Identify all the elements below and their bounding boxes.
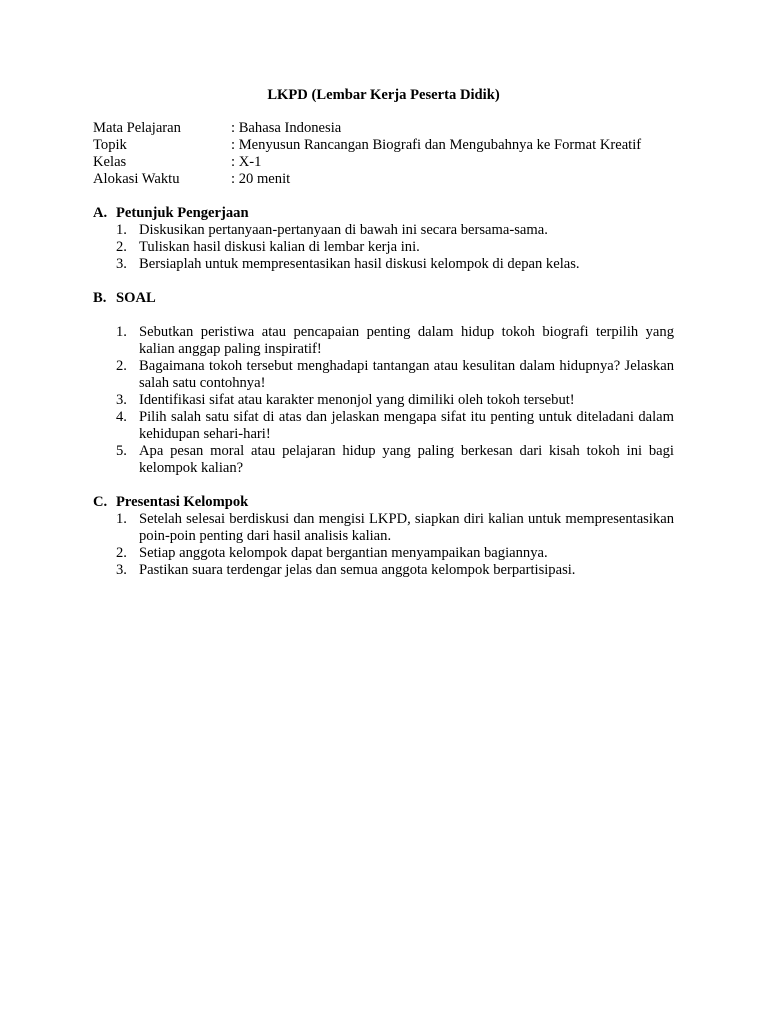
info-block: [93, 120, 674, 188]
list-item: [93, 562, 674, 579]
item-text: Setiap anggota kelompok dapat bergantian menyampaikan bagiannya.: [139, 545, 548, 561]
item-text: Diskusikan pertanyaan-pertanyaan di bawah ini secara bersama-sama.: [139, 222, 548, 238]
info-row-subject: [93, 120, 674, 137]
item-text: Tuliskan hasil diskusi kalian di lembar kerja ini.: [139, 239, 420, 255]
list-item: [93, 392, 674, 409]
item-number: 4.: [116, 409, 127, 425]
section-letter: B.: [93, 290, 107, 306]
item-number: 5.: [116, 443, 127, 459]
list-item: [93, 443, 674, 477]
info-label: Mata Pelajaran: [93, 120, 181, 136]
list-item: [93, 409, 674, 443]
section-instructions: [93, 205, 674, 273]
item-number: 1.: [116, 511, 127, 527]
section-title: Petunjuk Pengerjaan: [116, 205, 249, 221]
section-letter: A.: [93, 205, 108, 221]
item-number: 1.: [116, 324, 127, 340]
item-number: 2.: [116, 545, 127, 561]
info-row-topic: [93, 137, 674, 154]
item-number: 2.: [116, 358, 127, 374]
item-number: 1.: [116, 222, 127, 238]
list-item: [93, 511, 674, 545]
section-title: SOAL: [116, 290, 156, 306]
question-list: [93, 324, 674, 477]
item-text: Identifikasi sifat atau karakter menonjol yang dimiliki oleh tokoh tersebut!: [139, 392, 575, 408]
info-label: Kelas: [93, 154, 127, 170]
info-label: Topik: [93, 137, 127, 153]
section-heading: [93, 205, 674, 222]
item-text: Pilih salah satu sifat di atas dan jelaskan mengapa sifat itu penting untuk diteladani dalam kehidupan sehari-hari!: [139, 409, 674, 442]
item-number: 3.: [116, 256, 127, 272]
section-heading: [93, 494, 674, 511]
presentation-list: [93, 511, 674, 579]
section-title: Presentasi Kelompok: [116, 494, 249, 510]
list-item: [93, 545, 674, 562]
info-value: : X-1: [231, 154, 262, 170]
item-text: Bersiaplah untuk mempresentasikan hasil diskusi kelompok di depan kelas.: [139, 256, 580, 272]
worksheet-page: [93, 87, 674, 579]
section-presentation: [93, 494, 674, 579]
info-row-time: [93, 171, 674, 188]
section-heading: [93, 290, 674, 307]
item-text: Setelah selesai berdiskusi dan mengisi LKPD, siapkan diri kalian untuk mempresentasikan poin-poin penting dari hasil analisis kalian.: [139, 511, 674, 544]
item-number: 3.: [116, 562, 127, 578]
info-value: : 20 menit: [231, 171, 291, 187]
document-title: LKPD (Lembar Kerja Peserta Didik): [267, 87, 500, 103]
list-item: [93, 324, 674, 358]
info-value: : Menyusun Rancangan Biografi dan Mengubahnya ke Format Kreatif: [231, 137, 642, 153]
item-text: Pastikan suara terdengar jelas dan semua anggota kelompok berpartisipasi.: [139, 562, 576, 578]
item-text: Sebutkan peristiwa atau pencapaian penting dalam hidup tokoh biografi terpilih yang kalian anggap paling inspiratif!: [139, 324, 674, 357]
info-label: Alokasi Waktu: [93, 171, 180, 187]
item-text: Apa pesan moral atau pelajaran hidup yang paling berkesan dari kisah tokoh ini bagi kelompok kalian?: [139, 443, 674, 476]
list-item: [93, 222, 674, 239]
info-value: : Bahasa Indonesia: [231, 120, 342, 136]
info-row-class: [93, 154, 674, 171]
section-questions: [93, 290, 674, 477]
item-text: Bagaimana tokoh tersebut menghadapi tantangan atau kesulitan dalam hidupnya? Jelaskan salah satu contohnya!: [139, 358, 674, 391]
item-number: 2.: [116, 239, 127, 255]
list-item: [93, 239, 674, 256]
list-item: [93, 256, 674, 273]
list-item: [93, 358, 674, 392]
item-number: 3.: [116, 392, 127, 408]
section-letter: C.: [93, 494, 108, 510]
instruction-list: [93, 222, 674, 273]
